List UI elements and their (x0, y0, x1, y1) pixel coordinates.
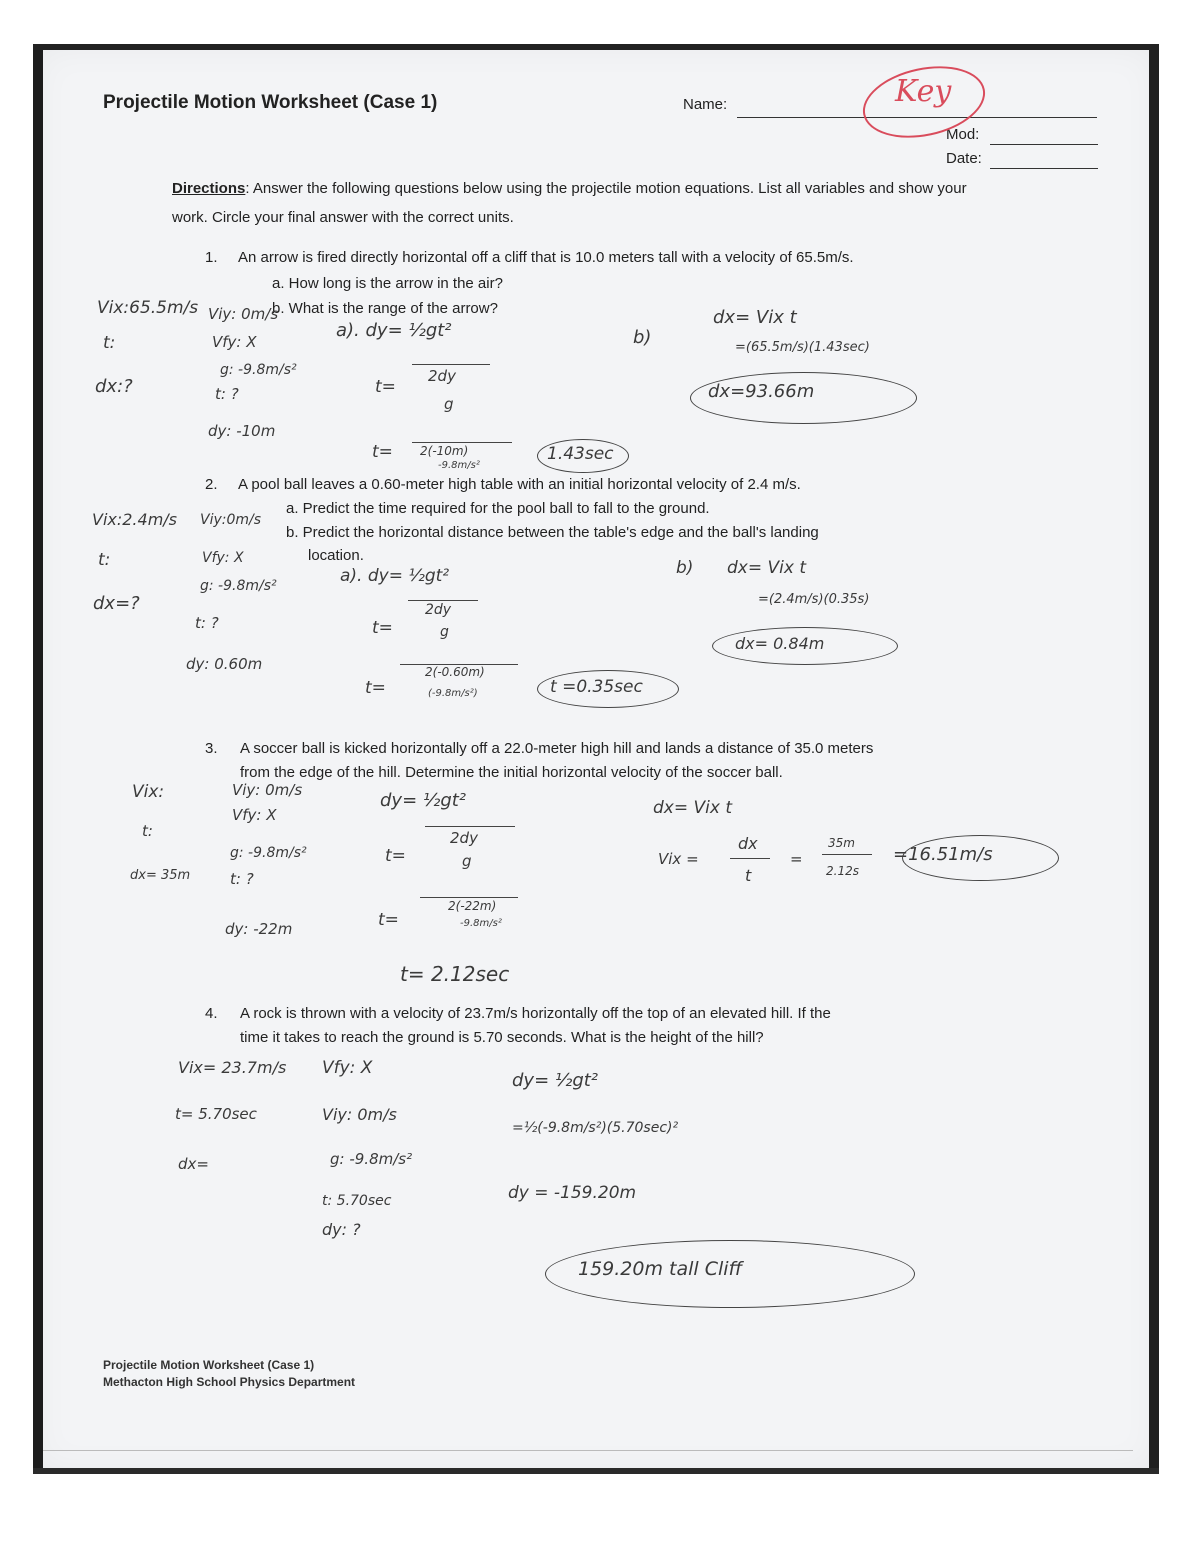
q3-b-num-bar (822, 854, 872, 855)
q2-var-vix: Vix:2.4m/s (92, 510, 178, 529)
q2-var-t: t: (98, 550, 111, 570)
q2-a-sub-bot: (-9.8m/s²) (428, 688, 478, 699)
q4-var-viy: Viy: 0m/s (322, 1105, 397, 1124)
q1-number: 1. (205, 249, 218, 266)
date-field-line (990, 168, 1098, 169)
q1-a-answer: 1.43sec (547, 444, 614, 464)
q3-a-result: t= 2.12sec (400, 962, 510, 986)
q2-a-sub-top: 2(-0.60m) (425, 665, 485, 679)
q4-var-t2: t: 5.70sec (322, 1193, 392, 1209)
q2-var-dx: dx=? (93, 593, 140, 614)
q4-var-vfy: Vfy: X (322, 1058, 373, 1078)
q3-b-vix: Vix = (658, 850, 699, 868)
q4-var-g: g: -9.8m/s² (330, 1150, 413, 1168)
q2-var-t2: t: ? (195, 614, 219, 632)
q2-a-answer: t =0.35sec (550, 677, 643, 697)
q1-b-label: b) (633, 327, 652, 348)
q3-a-sub-bot: -9.8m/s² (460, 918, 502, 929)
scan-border-left (33, 44, 43, 1474)
q3-b-num-top: 35m (828, 836, 855, 850)
q2-a-frac-bot: g (440, 624, 449, 640)
q1-part-b: b. What is the range of the arrow? (272, 300, 498, 317)
q1-a-sub: t= (372, 442, 393, 462)
key-mark: Key (895, 74, 952, 109)
q1-var-t: t: (103, 333, 116, 353)
footer-line-1: Projectile Motion Worksheet (Case 1) (103, 1358, 315, 1372)
page-title: Projectile Motion Worksheet (Case 1) (103, 92, 438, 113)
q1-a-sub-bot: -9.8m/s² (438, 460, 480, 471)
q4-text: A rock is thrown with a velocity of 23.7m/s horizontally off the top of an elevated hill. If the (240, 1005, 831, 1022)
directions (172, 174, 1002, 232)
q1-sqrt-bar-2 (412, 442, 512, 443)
q4-var-dy: dy: ? (322, 1220, 361, 1239)
q3-b-num-bot: 2.12s (826, 864, 859, 878)
q3-var-t: t: (142, 822, 153, 840)
q3-b-frac-bar (730, 858, 770, 859)
q2-number: 2. (205, 476, 218, 493)
q4-var-vix: Vix= 23.7m/s (178, 1058, 287, 1077)
q4-number: 4. (205, 1005, 218, 1022)
q2-part-b: b. Predict the horizontal distance between the table's edge and the ball's landing (286, 524, 819, 541)
scan-border-right (1149, 44, 1159, 1474)
q2-var-vfy: Vfy: X (202, 550, 244, 566)
scan-border-bottom (33, 1468, 1159, 1474)
q3-sqrt-bar-2 (420, 897, 518, 898)
footer-line-2: Methacton High School Physics Department (103, 1375, 356, 1389)
q1-b-eq: dx= Vix t (713, 307, 797, 328)
q4-var-t: t= 5.70sec (175, 1105, 257, 1123)
date-label: Date: (946, 150, 982, 167)
footer (103, 1357, 355, 1391)
q1-var-g: g: -9.8m/s² (220, 362, 297, 378)
q1-a-sub-top: 2(-10m) (420, 444, 469, 458)
q4-var-dx: dx= (178, 1155, 209, 1173)
q1-var-vix: Vix:65.5m/s (97, 298, 199, 318)
q1-sqrt-bar (412, 364, 490, 365)
q3-b-eq: dx= Vix t (653, 798, 732, 818)
q2-var-viy: Viy:0m/s (200, 512, 262, 528)
q3-b-answer: =16.51m/s (893, 844, 993, 865)
q1-a-t: t= (375, 377, 396, 397)
page-bottom-rule (43, 1450, 1133, 1451)
mod-label: Mod: (946, 126, 980, 143)
q3-sqrt-bar (425, 826, 515, 827)
q3-var-vfy: Vfy: X (232, 806, 277, 824)
name-label: Name: (683, 96, 728, 113)
q3-b-frac-bot: t (745, 866, 752, 885)
q1-var-dx: dx:? (95, 376, 133, 397)
directions-text: : Answer the following questions below using the projectile motion equations. List all variables and show your work. Circle your final answer with the correct units. (172, 180, 967, 226)
q3-b-frac-top: dx (738, 834, 758, 853)
q3-text-2: from the edge of the hill. Determine the initial horizontal velocity of the soccer ball. (240, 764, 783, 781)
q4-sub: =½(-9.8m/s²)(5.70sec)² (512, 1120, 679, 1136)
q3-var-viy: Viy: 0m/s (232, 781, 303, 799)
q3-a-t: t= (385, 846, 406, 866)
q1-var-viy: Viy: 0m/s (208, 305, 279, 323)
q1-b-answer: dx=93.66m (708, 381, 815, 402)
q2-part-a: a. Predict the time required for the pool ball to fall to the ground. (286, 500, 710, 517)
q1-b-sub: =(65.5m/s)(1.43sec) (735, 340, 870, 355)
q3-var-vix: Vix: (132, 782, 165, 802)
q2-b-answer: dx= 0.84m (735, 634, 825, 653)
q4-eq: dy= ½gt² (512, 1070, 599, 1091)
scan-border-top (33, 44, 1159, 50)
q1-text: An arrow is fired directly horizontal off a cliff that is 10.0 meters tall with a velocity of 65.5m/s. (238, 249, 854, 266)
q1-var-dy: dy: -10m (208, 422, 276, 440)
q3-a-frac-bot: g (462, 852, 472, 870)
q3-a-sub-top: 2(-22m) (448, 899, 497, 913)
q2-var-g: g: -9.8m/s² (200, 578, 277, 594)
directions-label: Directions (172, 180, 246, 197)
q2-b-label: b) (676, 558, 694, 578)
q3-a-label: dy= ½gt² (380, 790, 467, 811)
mod-field-line (990, 144, 1098, 145)
q1-a-frac-bot: g (444, 395, 454, 413)
q2-text: A pool ball leaves a 0.60-meter high table with an initial horizontal velocity of 2.4 m/s. (238, 476, 801, 493)
q2-a-sub: t= (365, 678, 386, 698)
q3-var-t2: t: ? (230, 870, 254, 888)
q1-var-vfy: Vfy: X (212, 333, 257, 351)
q3-var-dx: dx= 35m (130, 868, 191, 883)
q3-b-eq2: = (790, 850, 803, 868)
q2-a-t: t= (372, 618, 393, 638)
q2-b-sub: =(2.4m/s)(0.35s) (758, 592, 870, 607)
q2-part-b-cont: location. (308, 547, 364, 564)
q3-a-frac-top: 2dy (450, 829, 478, 847)
q3-text: A soccer ball is kicked horizontally off a 22.0-meter high hill and lands a distance of 35.0 meters (240, 740, 874, 757)
q1-a-frac-top: 2dy (428, 367, 456, 385)
q3-var-g: g: -9.8m/s² (230, 845, 307, 861)
q1-var-t2: t: ? (215, 385, 239, 403)
q3-number: 3. (205, 740, 218, 757)
q2-a-label: a). dy= ½gt² (340, 566, 450, 586)
q4-result: dy = -159.20m (508, 1183, 637, 1203)
q2-sqrt-bar (408, 600, 478, 601)
q1-a-label: a). dy= ½gt² (336, 320, 452, 341)
q4-answer: 159.20m tall Cliff (578, 1258, 743, 1280)
q3-var-dy: dy: -22m (225, 920, 293, 938)
q2-b-eq: dx= Vix t (727, 558, 806, 578)
q2-var-dy: dy: 0.60m (186, 655, 263, 673)
q4-text-2: time it takes to reach the ground is 5.70 seconds. What is the height of the hill? (240, 1029, 764, 1046)
q2-a-frac-top: 2dy (425, 602, 452, 618)
q3-a-sub: t= (378, 910, 399, 930)
q1-part-a: a. How long is the arrow in the air? (272, 275, 503, 292)
